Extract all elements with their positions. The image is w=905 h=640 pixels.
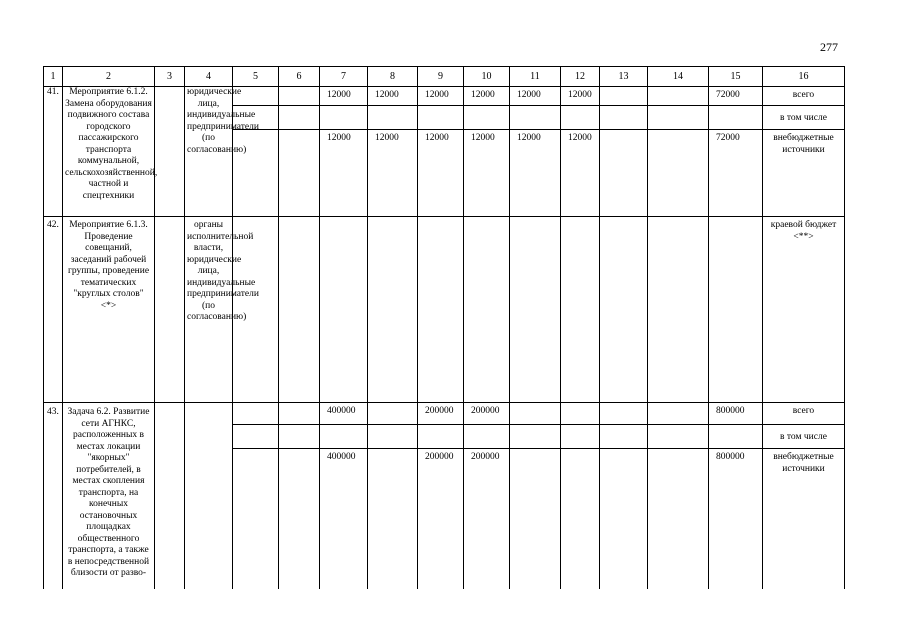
value-cell: 200000 [418, 403, 464, 425]
executor-cell: органы исполнительной власти, юридические лица, индивидуальные предприниматели (по согласованию) [185, 217, 233, 403]
executor-cell [185, 403, 233, 589]
value-cell [510, 106, 561, 130]
value-cell [279, 425, 320, 449]
source-cell: внебюджетные источники [763, 449, 845, 589]
row-number: 43. [44, 403, 63, 589]
value-cell [648, 106, 709, 130]
row-number: 41. [44, 87, 63, 217]
value-cell: 12000 [418, 130, 464, 217]
value-cell [561, 449, 600, 589]
value-cell [464, 217, 510, 403]
value-cell [279, 403, 320, 425]
value-cell [320, 217, 368, 403]
value-cell [279, 449, 320, 589]
value-cell: 400000 [320, 449, 368, 589]
value-cell [279, 217, 320, 403]
empty-cell [155, 217, 185, 403]
value-cell [600, 87, 648, 106]
value-cell: 400000 [320, 403, 368, 425]
column-header: 11 [510, 67, 561, 87]
column-header: 9 [418, 67, 464, 87]
value-cell [600, 449, 648, 589]
source-cell: всего [763, 87, 845, 106]
value-cell: 12000 [368, 130, 418, 217]
column-header: 4 [185, 67, 233, 87]
activity-cell: Мероприятие 6.1.2. Замена оборудования подвижного состава городского пассажирского транспорта коммунальной, сельскохозяйственной, частной и спецтехники [63, 87, 155, 217]
value-cell [320, 425, 368, 449]
value-cell: 12000 [464, 130, 510, 217]
value-cell [600, 130, 648, 217]
value-cell: 12000 [510, 87, 561, 106]
value-cell: 200000 [464, 449, 510, 589]
value-cell: 200000 [418, 449, 464, 589]
table-row [44, 403, 845, 425]
value-cell [709, 106, 763, 130]
value-cell: 12000 [368, 87, 418, 106]
value-cell [368, 425, 418, 449]
table-row [44, 87, 845, 106]
column-header: 14 [648, 67, 709, 87]
source-cell: всего [763, 403, 845, 425]
value-cell [233, 217, 279, 403]
column-header: 5 [233, 67, 279, 87]
value-cell [320, 106, 368, 130]
table-row [44, 217, 845, 403]
column-header: 12 [561, 67, 600, 87]
value-cell [648, 403, 709, 425]
value-cell [600, 106, 648, 130]
page-number: 277 [820, 40, 838, 54]
activity-cell: Мероприятие 6.1.3. Проведение совещаний, заседаний рабочей группы, проведение тематических "круглых столов" <*> [63, 217, 155, 403]
value-cell [510, 425, 561, 449]
source-cell: внебюджетные источники [763, 130, 845, 217]
value-cell [648, 130, 709, 217]
value-cell [709, 217, 763, 403]
budget-table [43, 66, 845, 589]
value-cell [368, 449, 418, 589]
column-header: 1 [44, 67, 63, 87]
empty-cell [155, 403, 185, 589]
source-cell: краевой бюджет <**> [763, 217, 845, 403]
value-cell [279, 87, 320, 106]
value-cell [709, 425, 763, 449]
value-cell [279, 106, 320, 130]
value-cell [648, 449, 709, 589]
value-cell [600, 217, 648, 403]
executor-cell: юридические лица, индивидуальные предприниматели (по согласованию) [185, 87, 233, 217]
value-cell [233, 425, 279, 449]
row-number: 42. [44, 217, 63, 403]
value-cell [418, 217, 464, 403]
value-cell [418, 425, 464, 449]
value-cell [561, 425, 600, 449]
column-header: 3 [155, 67, 185, 87]
column-header: 10 [464, 67, 510, 87]
value-cell [279, 130, 320, 217]
value-cell [561, 403, 600, 425]
value-cell [648, 425, 709, 449]
value-cell [600, 425, 648, 449]
column-header: 16 [763, 67, 845, 87]
value-cell [510, 403, 561, 425]
value-cell [648, 217, 709, 403]
column-header: 15 [709, 67, 763, 87]
empty-cell [155, 87, 185, 217]
value-cell [418, 106, 464, 130]
value-cell: 12000 [320, 130, 368, 217]
value-cell: 200000 [464, 403, 510, 425]
value-cell: 72000 [709, 87, 763, 106]
value-cell [368, 106, 418, 130]
value-cell: 12000 [561, 130, 600, 217]
value-cell [464, 425, 510, 449]
value-cell [368, 403, 418, 425]
value-cell [561, 217, 600, 403]
value-cell: 72000 [709, 130, 763, 217]
activity-cell: Задача 6.2. Развитие сети АГНКС, расположенных в местах локации "якорных" потребителей, в местах скопления транспорта, на конечных остановочных площадках общественного транспорта, а также в непосредственной близости от разво- [63, 403, 155, 589]
value-cell [233, 403, 279, 425]
value-cell [368, 217, 418, 403]
value-cell: 12000 [510, 130, 561, 217]
column-header: 2 [63, 67, 155, 87]
value-cell: 12000 [561, 87, 600, 106]
source-cell: в том числе [763, 425, 845, 449]
value-cell: 800000 [709, 403, 763, 425]
value-cell: 12000 [418, 87, 464, 106]
column-header: 13 [600, 67, 648, 87]
value-cell [561, 106, 600, 130]
column-header: 8 [368, 67, 418, 87]
value-cell [233, 130, 279, 217]
value-cell: 12000 [464, 87, 510, 106]
value-cell: 12000 [320, 87, 368, 106]
value-cell [233, 449, 279, 589]
value-cell [510, 449, 561, 589]
value-cell: 800000 [709, 449, 763, 589]
value-cell [510, 217, 561, 403]
column-header: 6 [279, 67, 320, 87]
value-cell [600, 403, 648, 425]
source-cell: в том числе [763, 106, 845, 130]
column-header: 7 [320, 67, 368, 87]
value-cell [464, 106, 510, 130]
header-row [44, 67, 845, 87]
value-cell [648, 87, 709, 106]
